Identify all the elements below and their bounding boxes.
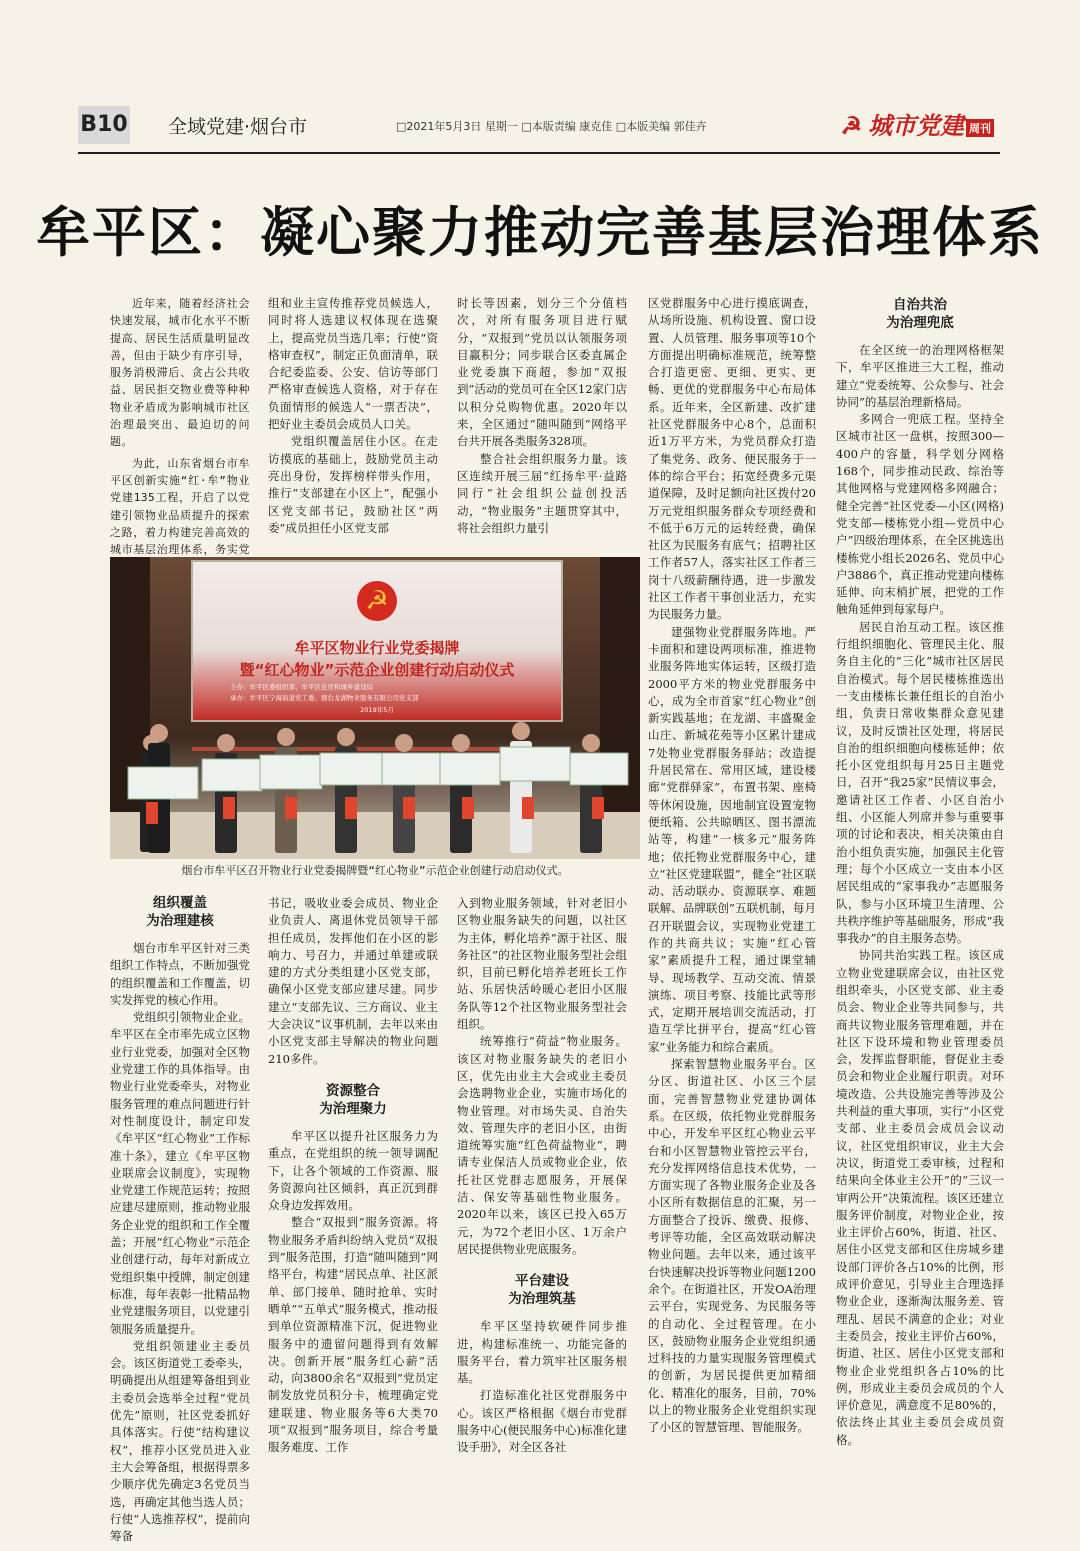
paragraph: 协同共治实践工程。该区成立物业党建联席会议，由社区党组织牵头，小区党支部、业主委员会、物业企业等共同参与，共商共议物业服务管理难题，并在社区下设环境和物业管理委员会，发挥监督职能，督促业主委员会和物业企业履行职责。对环境改造、公共设施完善等涉及公共利益的重大事项，实行“小区党支部、业主委员会成员会议动议，社区党组织审议，业主大会决议，街道党工委审核，过程和结果向全体业主公开”的“三议一审两公开”决策流程。该区还建立服务评价制度，对物业企业，按业主评价占60%，街道、社区、居住小区党支部和区住房城乡建设部门评价各占10%的比例，形成评价意见，引导业主合理选择物业企业，逐渐淘汰服务差、管理乱、居民不满意的企业；对业主委员会，按业主评价占60%，街道、社区、居住小区党支部和物业企业党组织各占10%的比例，形成业主委员会成员的个人评价意见，满意度不足80%的，依法终止其业主委员会成员资格。 [836, 948, 1004, 1447]
intro-paragraph-2: 为此，山东省烟台市牟平区创新实施“红·牟”物业党建135工程，开启了以党建引领物业品质提升的探索之路，着力构建完善高效的城市基层治理体系，务实党 [110, 456, 250, 557]
masthead-brand [840, 106, 994, 141]
section-heading-line: 平台建设 [515, 1273, 569, 1290]
paragraph: 居民自治互动工程。该区推行组织细胞化、管理民主化、服务自主化的“三化”城市社区居民自治模式。每个居民楼栋推选出一支由楼栋长兼任组长的自治小组，负责日常收集群众意见建议，及时反馈社区处理，将居民自治的组织细胞向楼栋延伸；依托小区党组织每月25日主题党日，召开“我25家”民情议事会，邀请社区工作者、小区自治小组、小区能人列席并参与重要事项的讨论和表决，相关决策由自治小组负责实施，加强民主化管理；每个小区成立一支由本小区居民组成的“家事我办”志愿服务队，参与小区环境卫生清理、公共秩序维护等基础服务，形成“我事我办”的自主服务态势。 [836, 619, 1004, 946]
section-heading-line: 为治理筑基 [508, 1291, 576, 1308]
paragraph: 时长等因素，划分三个分值档次，对所有服务项目进行赋分，“双报到”党员以认领服务项目赢积分；同步联合区委直属企业党委旗下商超，参加“双报到”活动的党员可在全区12家门店以积分兑购物优惠。2020年以来，全区通过“随叫随到”网络平台共开展各类服务328项。 [457, 296, 628, 449]
section-heading-1 [110, 894, 250, 930]
screen-subtitle: 暨“红心物业”示范企业创建行动启动仪式 [239, 661, 515, 679]
section-heading-line: 为治理建核 [146, 913, 214, 929]
date-editor-info: □2021年5月3日 星期一 □本版责编 康克佳 □本版美编 郭佳卉 [396, 120, 707, 133]
paragraph: 烟台市牟平区针对三类组织工作特点，不断加强党的组织覆盖和工作覆盖，切实发挥党的核心作用。 [110, 941, 250, 1007]
page-number: B10 [78, 106, 130, 144]
screen-organizer: 承办：牟平区宁海街道党工委、烟台龙湖物业服务有限公司党支部 [230, 694, 419, 702]
hammer-sickle-icon: ☭ [840, 111, 862, 140]
paragraph: 党组织引领物业企业。牟平区在全市率先成立区物业行业党委，加强对全区物业党建工作的具体指导。由物业行业党委牵头，对物业服务管理的难点问题进行针对性制度设计，制定印发《牟平区“红心物业”工作标准十条》，建立《牟平区物业联席会议制度》，实现物业党建工作规范运转；按照应建尽建原则，推动物业服务企业党的组织和工作全覆盖；开展“红心物业”示范企业创建行动，每年对新成立党组织集中授牌，制定创建标准，每年表彰一批精品物业党建服务项目，以党建引领服务质量提升。 [110, 1010, 250, 1336]
section-heading-4 [836, 296, 1004, 332]
paragraph: 在全区统一的治理网格框架下，牟平区推进三大工程，推动建立“党委统筹、公众参与、社会协同”的基层治理新格局。 [836, 343, 1004, 409]
section-heading-line: 组织覆盖 [153, 895, 207, 911]
screen-date: 2019年5月 [360, 706, 394, 714]
svg-text:☭: ☭ [365, 586, 389, 616]
paragraph: 多网合一兜底工程。坚持全区城市社区一盘棋，按照300—400户的容量，科学划分网格168个，同步推动民政、综治等其他网格与党建网格多网融合；健全完善“社区党委—小区(网格)党支部—楼栋党小组—党员中心户”四级治理体系，在全区挑选出楼栋党小组长2026名、党员中心户3886个，真正推动党建向楼栋延伸、向末梢扩展，把党的工作触角延伸到每家每户。 [836, 412, 1004, 617]
intro-column [110, 295, 250, 557]
column-2-bottom [268, 895, 438, 1485]
paragraph: 整合社会组织服务力量。该区连续开展三届“红扬牟平·益路同行”社会组织公益创投活动，“物业服务”主题贯穿其中，将社会组织力量引 [457, 451, 627, 535]
screen-host: 主办：牟平区委组织部、牟平区住房和城乡建设局 [230, 683, 373, 691]
paragraph: 统筹推行“荷益”物业服务。该区对物业服务缺失的老旧小区，优先由业主大会或业主委员会选聘物业企业，实施市场化的物业管理。对市场失灵、自治失效、管理失序的老旧小区，由街道统筹实施“红色荷益物业”，聘请专业保洁人员或物业企业，依托社区党群志愿服务，开展保洁、保安等基础性物业服务。2020年以来，该区已投入65万元，为72个老旧小区、1万余户居民提供物业兜底服务。 [457, 1034, 627, 1256]
paragraph: 打造标准化社区党群服务中心。该区严格根据《烟台市党群服务中心(便民服务中心)标准化建设手册》，对全区各社 [457, 1388, 627, 1455]
paragraph: 牟平区坚持软硬件同步推进，构建标准统一、功能完备的服务平台，着力筑牢社区服务根基。 [457, 1319, 627, 1386]
section-heading-2 [268, 1082, 438, 1118]
column-4 [648, 295, 816, 1485]
weekly-tag: 周刊 [966, 119, 994, 137]
paragraph: 探索智慧物业服务平台。区分区、街道社区、小区三个层面，完善智慧物业党建协调体系。在区级，依托物业党群服务中心，开发牟平区红心物业云平台和小区智慧物业管控云平台，充分发挥网络信息技术优势，一方面实现了各物业服务企业及各小区所有数据信息的汇聚，另一方面整合了投诉、缴费、报修、考评等功能，全区高效联动解决物业问题。去年以来，通过该平台快速解决投诉等物业问题1200余个。在街道社区，开发OA治理云平台，实现党务、为民服务等的自动化、全过程管理。在小区，鼓励物业服务企业党组织通过科技的力量实现服务管理模式的创新，为居民提供更加精细化、精准化的服务，目前，70%以上的物业服务企业党组织实现了小区的智慧管理、智能服务。 [648, 1057, 816, 1435]
column-3-bottom [457, 895, 627, 1485]
intro-paragraph-1: 近年来，随着经济社会快速发展，城市化水平不断提高、居民生活质量明显改善，但由于缺少有序引导，服务消极滞后、贪占公共收益、居民拒交物业费等种种物业矛盾成为影响城市社区治理最突出、最迫切的问题。 [110, 297, 250, 449]
paragraph: 党组织覆盖居住小区。在走访摸底的基础上，鼓励党员主动亮出身份，发挥榜样带头作用，推行“支部建在小区上”，配强小区党支部书记，鼓励社区“两委”成员担任小区党支部 [268, 434, 438, 535]
paragraph: 入到物业服务领域，针对老旧小区物业服务缺失的问题，以社区为主体，孵化培养“源于社区、服务社区”的社区物业服务型社会组织，目前已孵化培养老班长工作站、乐居快活岭暖心老旧小区服务队等12个社区物业服务型社会组织。 [457, 896, 627, 1032]
photo-caption: 烟台市牟平区召开物业行业党委揭牌暨“红心物业”示范企业创建行动启动仪式。 [181, 864, 569, 877]
paragraph: 党组织领建业主委员会。该区街道党工委牵头，明确提出从组建筹备组到业主委员会选举全过程“党员优先”原则，社区党委抓好具体落实。行使“结构建议权”，推荐小区党员进入业主大会筹备组，根据得票多少顺序优先确定3名党员当选，再确定其他当选人员；行使“人选推荐权”，提前向筹备 [110, 1338, 250, 1544]
section-title: 全域党建·烟台市 [168, 116, 308, 138]
column-2-top [268, 295, 438, 545]
paragraph: 整合“双报到”服务资源。将物业服务矛盾纠纷纳入党员“双报到”服务范围，打造“随叫随到”网络平台，构建“居民点单、社区派单、部门接单、随时抢单、实时晒单”“五单式”服务模式，推动报到单位资源精准下沉，促进物业服务中的遗留问题得到有效解决。创新开展“服务红心薪”活动，向3800余名“双报到”党员定制发放党员积分卡，梳理确定党建联建、物业服务等6大类70项“双报到”服务项目，综合考量服务难度、工作 [268, 1215, 438, 1455]
page-header [78, 100, 1000, 154]
paragraph: 建强物业党群服务阵地。严卡面积和建设两项标准，推进物业服务阵地实体运转，区级打造2000平方米的物业党群服务中心，成为全市首家“红心物业”创新实践基地；在龙湖、丰盛聚金山庄、新城花苑等小区累计建成7处物业党群服务驿站；改造提升居民常在、常用区域，建设楼廊“党群驿家”，布置书架、座椅等休闲设施，因地制宜设置宠物便纸箱、公共晾晒区、图书漂流站等，构建“一核多元”服务阵地；依托物业党群服务中心，建立“社区党建联盟”，健全“社区联动、活动联办、资源联享、难题联解、品牌联创”五联机制，每月召开联盟会议，实现物业党建工作的共商共议；实施“红心管家”素质提升工程，通过课堂辅导、现场教学、互动交流、情景演练、项目考察、技能比武等形式，定期开展培训交流活动，打造互学比拼平台，提高“红心管家”业务能力和综合素质。 [648, 624, 816, 1054]
screen-title: 牟平区物业行业党委揭牌 [294, 639, 460, 657]
section-heading-line: 自治共治 [893, 297, 947, 313]
section-heading-3 [457, 1272, 627, 1308]
paragraph: 牟平区以提升社区服务力为重点，在党组织的统一领导调配下，让各个领域的工作资源、服务资源向社区倾斜，真正沉到群众身边发挥效用。 [268, 1128, 438, 1213]
column-3-top [457, 295, 627, 545]
paragraph: 区党群服务中心进行摸底调查，从场所设施、机构设置、窗口设置、人员管理、服务事项等10个方面提出明确标准规范，统筹整合打造更密、更细、更实、更畅、更优的党群服务中心布局体系。近年来，全区新建、改扩建社区党群服务中心8个，总面积近1万平方米，为党员群众打造了集党务、政务、便民服务于一体的综合平台；拓宽经费多元渠道保障，及时足额向社区拨付20万元党组织服务群众专项经费和不低于6万元的运转经费，确保社区为民服务有底气；招聘社区工作者57人，落实社区工作者三岗十八级薪酬待遇，进一步激发社区工作者干事创业活力，充实为民服务力量。 [648, 296, 816, 622]
section-heading-line: 资源整合 [326, 1082, 380, 1099]
event-photo [110, 557, 640, 859]
paragraph: 组和业主宣传推荐党员候选人，同时将人选建议权体现在选聚上，提高党员当选几率；行使“资格审查权”，制定正负面清单，联合纪委监委、公安、信访等部门严格审查候选人资格，对于存在负面情形的候选人“一票否决”，把好业主委员会成员人口关。 [268, 296, 438, 432]
section-heading-line: 为治理聚力 [319, 1100, 387, 1117]
main-headline: 牟平区：凝心聚力推动完善基层治理体系 [36, 200, 1044, 264]
column-5 [836, 280, 1004, 1485]
brand-name: 城市党建 [868, 111, 964, 140]
paragraph: 书记，吸收业委会成员、物业企业负责人、离退休党员领导干部担任成员，发挥他们在小区的影响力、号召力，并通过单建或联建的方式分类组建小区党支部，确保小区党支部应建尽建。同步建立“支部先议、三方商议、业主大会决议”议事机制，去年以来由小区党支部主导解决的物业问题210多件。 [268, 896, 438, 1066]
column-1-bottom [110, 880, 250, 1544]
section-heading-line: 为治理兜底 [886, 315, 954, 331]
